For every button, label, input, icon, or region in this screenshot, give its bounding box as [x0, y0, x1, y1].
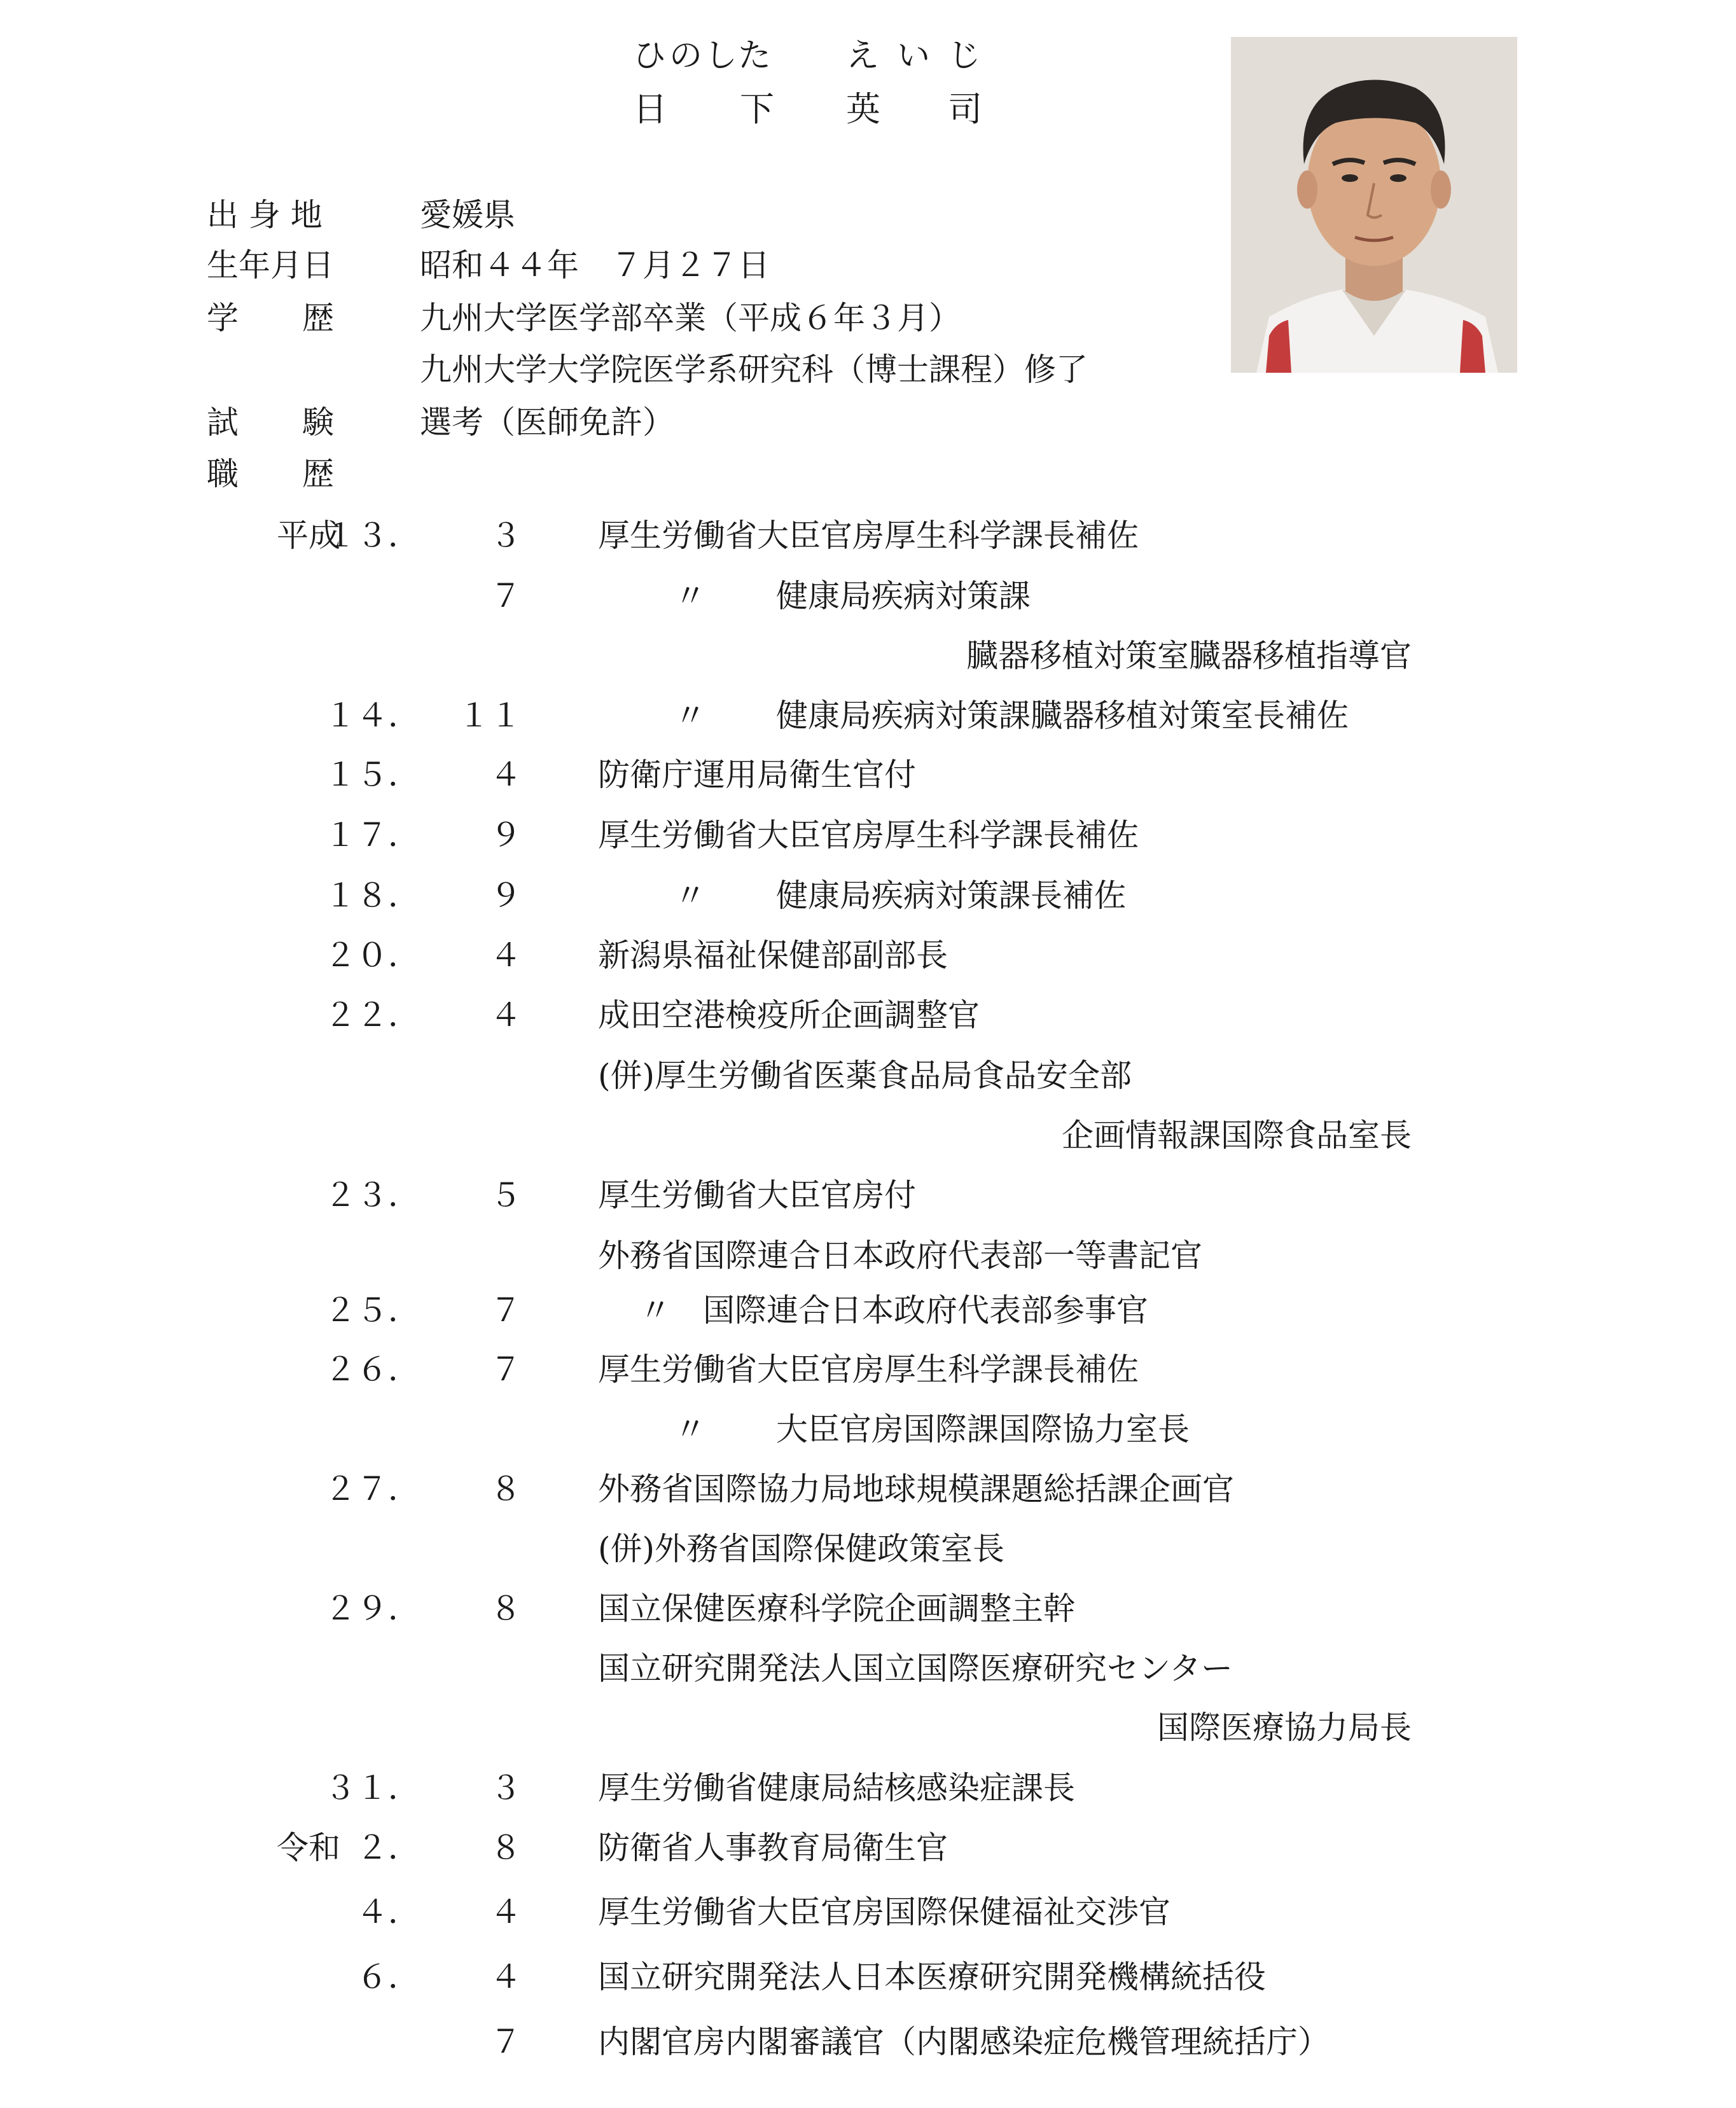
career-year: ３１． — [324, 1770, 420, 1806]
career-month: ７ — [490, 578, 522, 614]
career-month: ７ — [490, 2023, 522, 2060]
person-name — [633, 89, 982, 251]
career-ditto: 〃 — [674, 1411, 706, 1448]
education-item: 九州大学医学部卒業（平成６年３月） — [420, 300, 961, 336]
career-ditto: 〃 — [639, 1292, 671, 1329]
career-year: ２５． — [324, 1292, 420, 1329]
career-month: ９ — [490, 817, 522, 854]
career-title: 内閣官房内閣審議官（内閣感染症危機管理統括庁） — [598, 2023, 1330, 2060]
portrait-photo — [1231, 37, 1517, 373]
career-era: 平成 — [277, 517, 340, 554]
career-year: １４． — [324, 697, 420, 734]
furigana-char: の — [669, 37, 703, 75]
career-title: 成田空港検疫所企画調整官 — [598, 997, 980, 1034]
career-ditto: 〃 — [674, 578, 706, 614]
furigana-char: ひ — [633, 37, 667, 75]
career-month: ５ — [490, 1177, 522, 1214]
career-title: 厚生労働省健康局結核感染症課長 — [598, 1770, 1075, 1806]
career-year: ４． — [356, 1894, 420, 1931]
career-title: (併)外務省国際保健政策室長 — [598, 1530, 1005, 1567]
career-ditto: 〃 — [674, 697, 706, 734]
career-year: １８． — [324, 877, 420, 914]
furigana-char: た — [738, 37, 772, 75]
career-year: ２９． — [324, 1590, 420, 1627]
birthplace-value: 愛媛県 — [420, 197, 515, 233]
career-ditto: 〃 — [674, 877, 706, 914]
career-year: ２７． — [324, 1471, 420, 1508]
name-char: 下 — [740, 89, 774, 129]
career-month: ８ — [490, 1829, 522, 1866]
career-title: 国際連合日本政府代表部参事官 — [703, 1292, 1148, 1329]
furigana-char: え — [846, 37, 880, 75]
career-month: ９ — [490, 877, 522, 914]
career-title: 健康局疾病対策課 — [776, 578, 1031, 614]
career-month: ４ — [490, 1959, 522, 1995]
name-char: 英 — [846, 89, 880, 129]
furigana-char: し — [704, 37, 738, 75]
birthplace-label: 出 身 地 — [207, 197, 323, 233]
career-title: 厚生労働省大臣官房厚生科学課長補佐 — [598, 1351, 1139, 1388]
career-month: ７ — [490, 1351, 522, 1388]
career-title: 国立保健医療科学院企画調整主幹 — [598, 1590, 1075, 1627]
name-char: 日 — [633, 89, 667, 129]
career-title: 外務省国際協力局地球規模課題総括課企画官 — [598, 1471, 1234, 1508]
furigana-char: い — [897, 37, 931, 75]
career-title: 大臣官房国際課国際協力室長 — [776, 1411, 1190, 1448]
career-title: 健康局疾病対策課臓器移植対策室長補佐 — [776, 697, 1349, 734]
career-year: ６． — [356, 1959, 420, 1995]
career-month: １１ — [458, 697, 522, 734]
career-month: ３ — [490, 517, 522, 554]
career-month: ４ — [490, 997, 522, 1034]
career-title: 新潟県福祉保健部副部長 — [598, 937, 948, 974]
career-month: ４ — [490, 937, 522, 974]
birthdate-value: 昭和４４年 ７月２７日 — [420, 247, 770, 284]
career-title-continued: 臓器移植対策室臓器移植指導官 — [966, 637, 1412, 674]
career-year: ２６． — [324, 1351, 420, 1388]
exam-label: 試 験 — [207, 404, 334, 441]
career-title: 健康局疾病対策課長補佐 — [776, 877, 1126, 914]
portrait-image — [1231, 37, 1517, 373]
career-title: 厚生労働省大臣官房厚生科学課長補佐 — [598, 517, 1139, 554]
career-month: ８ — [490, 1590, 522, 1627]
career-title: 防衛省人事教育局衛生官 — [598, 1829, 948, 1866]
career-year: １３． — [324, 517, 420, 554]
career-year: ２２． — [324, 997, 420, 1034]
career-month: ７ — [490, 1292, 522, 1329]
career-title: 国立研究開発法人国立国際医療研究センター — [598, 1650, 1233, 1687]
career-title: 国立研究開発法人日本医療研究開発機構統括役 — [598, 1959, 1266, 1995]
furigana-char: じ — [948, 37, 982, 75]
career-title: 厚生労働省大臣官房付 — [598, 1177, 916, 1214]
career-title: 厚生労働省大臣官房厚生科学課長補佐 — [598, 817, 1139, 854]
career-title: (併)厚生労働省医薬食品局食品安全部 — [598, 1057, 1132, 1094]
exam-value: 選考（医師免許） — [420, 404, 674, 441]
career-year: ２３． — [324, 1177, 420, 1214]
career-title: 厚生労働省大臣官房国際保健福祉交渉官 — [598, 1894, 1170, 1931]
career-month: ３ — [490, 1770, 522, 1806]
career-year: ２０． — [324, 937, 420, 974]
career-year: １７． — [324, 817, 420, 854]
education-item: 九州大学大学院医学系研究科（博士課程）修了 — [420, 351, 1088, 388]
career-title-continued: 国際医療協力局長 — [1157, 1709, 1412, 1746]
name-char: 司 — [948, 89, 982, 129]
birthdate-label: 生年月日 — [207, 247, 334, 284]
career-title: 外務省国際連合日本政府代表部一等書記官 — [598, 1237, 1202, 1274]
career-era: 令和 — [277, 1829, 340, 1866]
career-year: １５． — [324, 756, 420, 793]
education-label: 学 歴 — [207, 300, 334, 336]
career-title-continued: 企画情報課国際食品室長 — [1062, 1117, 1412, 1154]
career-year: ２． — [356, 1829, 420, 1866]
career-title: 防衛庁運用局衛生官付 — [598, 756, 916, 793]
career-month: ４ — [490, 1894, 522, 1931]
career-month: ８ — [490, 1471, 522, 1508]
career-label: 職 歴 — [207, 455, 334, 492]
career-month: ４ — [490, 756, 522, 793]
